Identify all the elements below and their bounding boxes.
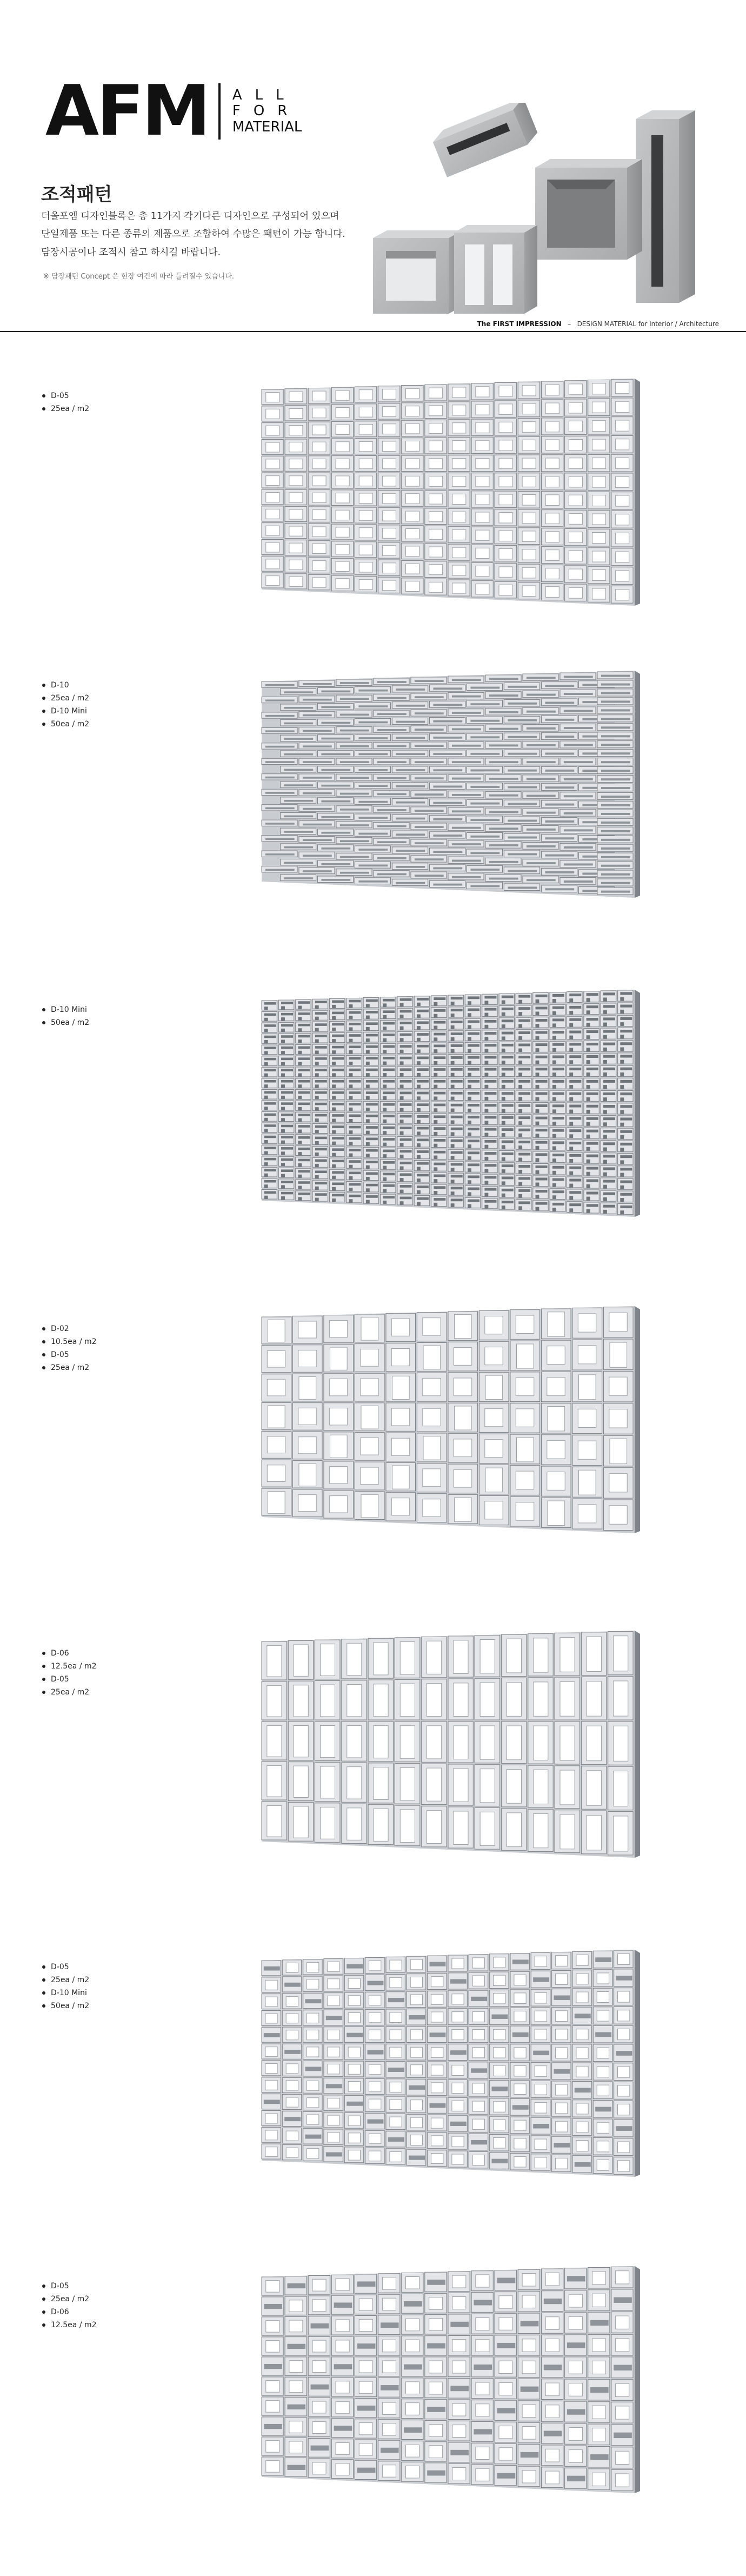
spec-item: 50ea / m2 (42, 1016, 89, 1029)
wall-pattern (262, 379, 640, 606)
spec-item: 10.5ea / m2 (42, 1335, 97, 1348)
logo-wordmark: AFM (45, 71, 209, 151)
spec-item: 25ea / m2 (42, 1974, 89, 1986)
pattern-panel (256, 1631, 645, 1858)
spec-list (42, 389, 89, 415)
header-rule (0, 331, 746, 332)
description-line-3: 담장시공이나 조적시 참고 하시길 바랍니다. (41, 247, 221, 258)
spec-list (42, 1003, 89, 1029)
pattern-section (0, 1631, 746, 1933)
pattern-section (0, 2266, 746, 2569)
wall-pattern (262, 990, 640, 1217)
spec-item: D-10 Mini (42, 1003, 89, 1016)
pattern-panel (256, 1950, 645, 2177)
pattern-panel (256, 1306, 645, 1533)
bullet-icon (42, 684, 45, 687)
logo-line-2: FOR (232, 103, 301, 120)
logo-line-1: ALL (232, 87, 297, 104)
spec-item: 50ea / m2 (42, 718, 89, 731)
spec-item: D-05 (42, 389, 89, 402)
bullet-icon (42, 1691, 45, 1694)
wall-pattern (262, 671, 640, 898)
spec-item: D-05 (42, 1673, 97, 1686)
bullet-icon (42, 697, 45, 700)
spec-item: 25ea / m2 (42, 402, 89, 415)
bullet-icon (42, 1978, 45, 1982)
spec-item: D-10 Mini (42, 1986, 89, 1999)
credit-separator: – (568, 320, 571, 328)
spec-item: 12.5ea / m2 (42, 2319, 97, 2332)
bullet-icon (42, 1678, 45, 1681)
bullet-icon (42, 1353, 45, 1356)
page-title: 조적패턴 (41, 184, 112, 206)
logo-line-3: MATERIAL (232, 118, 302, 135)
pattern-section (0, 373, 746, 676)
bullet-icon (42, 1965, 45, 1969)
bullet-icon (42, 2004, 45, 2008)
spec-item: D-05 (42, 2280, 97, 2293)
wall-pattern (262, 1950, 640, 2177)
block-double-slot (454, 225, 537, 314)
spec-item: 25ea / m2 (42, 1361, 97, 1374)
credit-brand: The FIRST IMPRESSION (477, 320, 562, 328)
spec-list (42, 1961, 89, 2012)
logo-divider (218, 83, 221, 140)
spec-item: 25ea / m2 (42, 1686, 97, 1699)
bullet-icon (42, 710, 45, 713)
spec-item: D-10 (42, 679, 89, 692)
spec-item: 25ea / m2 (42, 692, 89, 705)
pattern-section (0, 987, 746, 1290)
bullet-icon (42, 1665, 45, 1668)
bullet-icon (42, 1652, 45, 1655)
spec-item: D-05 (42, 1348, 97, 1361)
block-slot-top (430, 103, 541, 177)
bullet-icon (42, 2284, 45, 2288)
bullet-icon (42, 1366, 45, 1369)
pattern-section (0, 1950, 746, 2253)
bullet-icon (42, 2323, 45, 2327)
bullet-icon (42, 1340, 45, 1343)
pattern-note: ※ 담장패턴 Concept 은 현장 여건에 따라 틀려질수 있습니다. (43, 273, 235, 281)
credit-line (477, 320, 719, 328)
bullet-icon (42, 2310, 45, 2314)
spec-item: D-05 (42, 1961, 89, 1974)
spec-item: D-06 (42, 2306, 97, 2319)
bullet-icon (42, 1021, 45, 1024)
bullet-icon (42, 394, 45, 398)
spec-list (42, 1647, 97, 1699)
spec-item: 50ea / m2 (42, 1999, 89, 2012)
wall-pattern (262, 1306, 640, 1533)
pattern-panel (256, 2266, 645, 2493)
block-window-left (373, 230, 463, 314)
credit-tagline: DESIGN MATERIAL for Interior / Architecture (577, 320, 719, 328)
pattern-section (0, 668, 746, 971)
spec-list (42, 1322, 97, 1374)
spec-item: D-10 Mini (42, 705, 89, 718)
description-line-1: 더올포엠 디자인블록은 총 11가지 각기다른 디자인으로 구성되어 있으며 (41, 211, 339, 222)
spec-item: 25ea / m2 (42, 2293, 97, 2306)
bullet-icon (42, 1991, 45, 1995)
page-header (0, 0, 746, 335)
spec-item: D-06 (42, 1647, 97, 1660)
brand-logo (45, 71, 302, 151)
spec-item: 12.5ea / m2 (42, 1660, 97, 1673)
bullet-icon (42, 1008, 45, 1011)
spec-item: D-02 (42, 1322, 97, 1335)
block-square (535, 159, 642, 260)
pattern-panel (256, 379, 645, 606)
hero-block-illustration (373, 103, 719, 319)
bullet-icon (42, 407, 45, 410)
wall-pattern (262, 1631, 640, 1858)
description (41, 208, 344, 262)
pattern-section (0, 1306, 746, 1609)
bullet-icon (42, 1327, 45, 1330)
bullet-icon (42, 723, 45, 726)
block-tall (636, 110, 695, 303)
pattern-panel (256, 671, 645, 898)
wall-pattern (262, 2266, 640, 2493)
logo-tagline (232, 88, 302, 135)
spec-list (42, 679, 89, 731)
description-line-2: 단일제품 또는 다른 종류의 제품으로 조합하여 수많은 패턴이 가능 합니다. (41, 229, 345, 240)
bullet-icon (42, 2297, 45, 2301)
pattern-panel (256, 990, 645, 1217)
spec-list (42, 2280, 97, 2332)
